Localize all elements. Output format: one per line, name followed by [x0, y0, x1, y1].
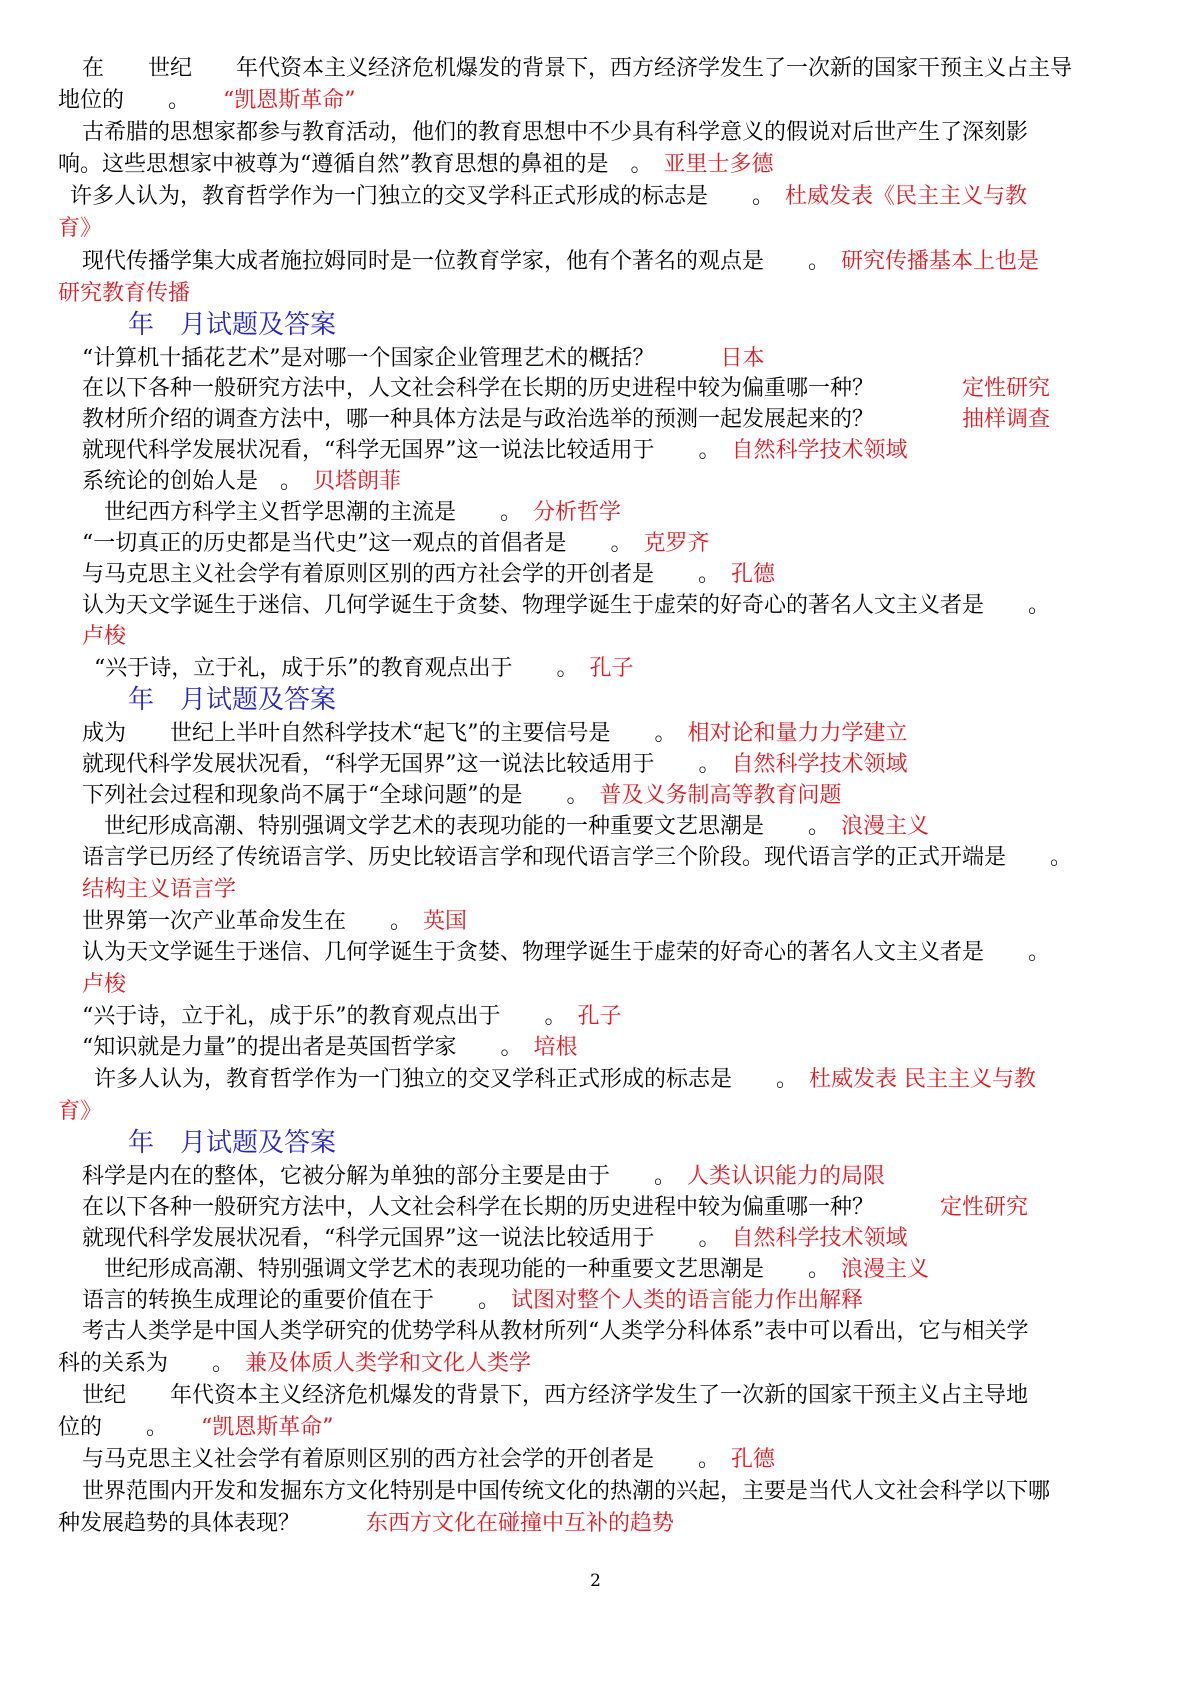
answer-text: 孔子 [589, 656, 634, 681]
answer-text: “凯恩斯革命” [223, 88, 356, 113]
question-text: 世界第一次产业革命发生在 。 [82, 909, 424, 934]
heading-text: 年 月试题及答案 [128, 685, 337, 715]
question-text: 语言的转换生成理论的重要价值在于 。 [82, 1288, 512, 1313]
question-line [82, 118, 1028, 148]
question-text: 科学是内在的整体，它被分解为单独的部分主要是由于 。 [82, 1164, 688, 1189]
question-line [82, 54, 1072, 84]
question-text: 许多人认为，教育哲学作为一门独立的交叉学科正式形成的标志是 。 [94, 1067, 810, 1092]
answer-text: 贝塔朗菲 [313, 469, 402, 494]
answer-text: 相对论和量力力学建立 [687, 721, 908, 746]
question-line [82, 1477, 1050, 1507]
answer-text: 孔德 [731, 1447, 776, 1472]
question-text: “计算机十插花艺术”是对哪一个国家企业管理艺术的概括？ [82, 346, 721, 371]
question-text: 认为天文学诞生于迷信、几何学诞生于贪婪、物理学诞生于虚荣的好奇心的著名人文主义者是 。 [82, 940, 1051, 965]
answer-text: 研究传播基本上也是 [841, 249, 1040, 274]
question-line [82, 247, 1039, 277]
answer-continuation-line [82, 622, 126, 652]
answer-continuation-line [82, 970, 126, 1000]
question-line [58, 1349, 531, 1379]
answer-text: 分析哲学 [533, 500, 622, 525]
question-text: 教材所介绍的调查方法中，哪一种具体方法是与政治选举的预测一起发展起来的？ [82, 407, 963, 432]
question-line [94, 1065, 1036, 1095]
question-text: 在 世纪 年代资本主义经济危机爆发的背景下，西方经济学发生了一次新的国家干预主义占主导 [82, 56, 1073, 81]
answer-text: 育》 [58, 1099, 103, 1124]
section-heading [128, 309, 336, 341]
answer-text: 东西方文化在碰撞中互补的趋势 [366, 1511, 675, 1536]
question-line [70, 182, 1027, 212]
question-line [82, 1033, 578, 1063]
question-line [58, 150, 774, 180]
answer-text: 抽样调查 [962, 407, 1051, 432]
answer-text: 自然科学技术领域 [731, 752, 908, 777]
question-text: 就现代科学发展状况看，“科学无国界”这一说法比较适用于 。 [82, 752, 732, 777]
question-text: 与马克思主义社会学有着原则区别的西方社会学的开创者是 。 [82, 1447, 732, 1472]
answer-text: 浪漫主义 [841, 814, 930, 839]
answer-text: 人类认识能力的局限 [687, 1164, 886, 1189]
question-line [82, 843, 1072, 873]
question-line [82, 344, 765, 374]
answer-text: 结构主义语言学 [82, 877, 237, 902]
question-text: 位的 。 [58, 1415, 202, 1440]
answer-text: 育》 [58, 216, 103, 241]
question-text: 认为天文学诞生于迷信、几何学诞生于贪婪、物理学诞生于虚荣的好奇心的著名人文主义者是 。 [82, 593, 1051, 618]
answer-text: 自然科学技术领域 [731, 1226, 908, 1251]
question-text: 成为 世纪上半叶自然科学技术“起飞”的主要信号是 。 [82, 721, 688, 746]
question-line [82, 1162, 885, 1192]
question-text: 古希腊的思想家都参与教育活动，他们的教育思想中不少具有科学意义的假说对后世产生了深刻影 [82, 120, 1029, 145]
answer-text: 卢梭 [82, 624, 127, 649]
question-line [58, 86, 356, 116]
question-line [82, 1255, 929, 1285]
answer-continuation-line [58, 214, 102, 244]
question-line [82, 1317, 1029, 1347]
question-line [82, 405, 1050, 435]
question-line [82, 1445, 775, 1475]
question-line [82, 781, 842, 811]
question-line [58, 1413, 334, 1443]
answer-text: 研究教育传播 [58, 281, 191, 306]
question-text: 就现代科学发展状况看，“科学无国界”这一说法比较适用于 。 [82, 438, 732, 463]
question-text: 与马克思主义社会学有着原则区别的西方社会学的开创者是 。 [82, 562, 732, 587]
page-number: 2 [590, 1571, 601, 1591]
question-line [82, 591, 1050, 621]
answer-text: 克罗齐 [643, 531, 710, 556]
answer-text: 定性研究 [962, 376, 1051, 401]
question-line [82, 1286, 863, 1316]
question-text: 考古人类学是中国人类学研究的优势学科从教材所列“人类学分科体系”表中可以看出，它与相关学 [82, 1319, 1029, 1344]
answer-text: 兼及体质人类学和文化人类学 [245, 1351, 532, 1376]
question-line [82, 719, 908, 749]
question-line [82, 1002, 622, 1032]
question-line [82, 436, 908, 466]
question-text: 世纪西方科学主义哲学思潮的主流是 。 [82, 500, 534, 525]
question-text: 世界范围内开发和发掘东方文化特别是中国传统文化的热潮的兴起，主要是当代人文社会科学以下哪 [82, 1479, 1051, 1504]
answer-text: 孔子 [577, 1004, 622, 1029]
question-line [82, 1224, 908, 1254]
question-line [82, 907, 467, 937]
question-text: 世纪形成高潮、特别强调文学艺术的表现功能的一种重要文艺思潮是 。 [82, 814, 842, 839]
question-line [82, 498, 621, 528]
question-text: “兴于诗，立于礼，成于乐”的教育观点出于 。 [82, 1004, 578, 1029]
question-text: 科的关系为 。 [58, 1351, 246, 1376]
answer-continuation-line [82, 875, 236, 905]
answer-text: 杜威发表 民主主义与教 [809, 1067, 1037, 1092]
question-text: 在以下各种一般研究方法中，人文社会科学在长期的历史进程中较为偏重哪一种？ [82, 1195, 941, 1220]
question-text: 现代传播学集大成者施拉姆同时是一位教育学家，他有个著名的观点是 。 [82, 249, 842, 274]
answer-text: 杜威发表《民主主义与教 [785, 184, 1028, 209]
question-line [58, 1509, 674, 1539]
answer-text: 卢梭 [82, 972, 127, 997]
question-text: 就现代科学发展状况看，“科学元国界”这一说法比较适用于 。 [82, 1226, 732, 1251]
question-text: 在以下各种一般研究方法中，人文社会科学在长期的历史进程中较为偏重哪一种？ [82, 376, 963, 401]
question-line [82, 1193, 1028, 1223]
answer-continuation-line [58, 1097, 102, 1127]
question-line [82, 750, 908, 780]
question-line [82, 560, 775, 590]
question-text: 许多人认为，教育哲学作为一门独立的交叉学科正式形成的标志是 。 [70, 184, 786, 209]
answer-text: 亚里士多德 [663, 152, 774, 177]
answer-text: 英国 [423, 909, 468, 934]
question-text: “一切真正的历史都是当代史”这一观点的首倡者是 。 [82, 531, 644, 556]
question-text: 语言学已历经了传统语言学、历史比较语言学和现代语言学三个阶段。现代语言学的正式开端是 。 [82, 845, 1073, 870]
answer-text: “凯恩斯革命” [201, 1415, 334, 1440]
question-line [82, 812, 929, 842]
question-text: 系统论的创始人是 。 [82, 469, 314, 494]
section-heading [128, 1127, 336, 1159]
question-text: 响。这些思想家中被尊为“遵循自然”教育思想的鼻祖的是 。 [58, 152, 664, 177]
answer-continuation-line [58, 279, 190, 309]
section-heading [128, 684, 336, 716]
answer-text: 自然科学技术领域 [731, 438, 908, 463]
heading-text: 年 月试题及答案 [128, 310, 337, 340]
question-text: 种发展趋势的具体表现？ [58, 1511, 367, 1536]
question-line [82, 529, 710, 559]
question-text: 世纪 年代资本主义经济危机爆发的背景下，西方经济学发生了一次新的国家干预主义占主导地 [82, 1383, 1029, 1408]
question-text: “知识就是力量”的提出者是英国哲学家 。 [82, 1035, 534, 1060]
answer-text: 定性研究 [940, 1195, 1029, 1220]
question-line [82, 467, 401, 497]
answer-text: 日本 [720, 346, 765, 371]
answer-text: 孔德 [731, 562, 776, 587]
question-text: “兴于诗，立于礼，成于乐”的教育观点出于 。 [94, 656, 590, 681]
answer-text: 培根 [533, 1035, 578, 1060]
question-line [82, 1381, 1028, 1411]
question-text: 下列社会过程和现象尚不属于“全球问题”的是 。 [82, 783, 600, 808]
answer-text: 试图对整个人类的语言能力作出解释 [511, 1288, 864, 1313]
question-line [82, 374, 1050, 404]
question-text: 地位的 。 [58, 88, 224, 113]
answer-text: 普及义务制高等教育问题 [599, 783, 842, 808]
heading-text: 年 月试题及答案 [128, 1128, 337, 1158]
question-line [82, 938, 1050, 968]
question-text: 世纪形成高潮、特别强调文学艺术的表现功能的一种重要文艺思潮是 。 [82, 1257, 842, 1282]
question-line [94, 654, 634, 684]
answer-text: 浪漫主义 [841, 1257, 930, 1282]
